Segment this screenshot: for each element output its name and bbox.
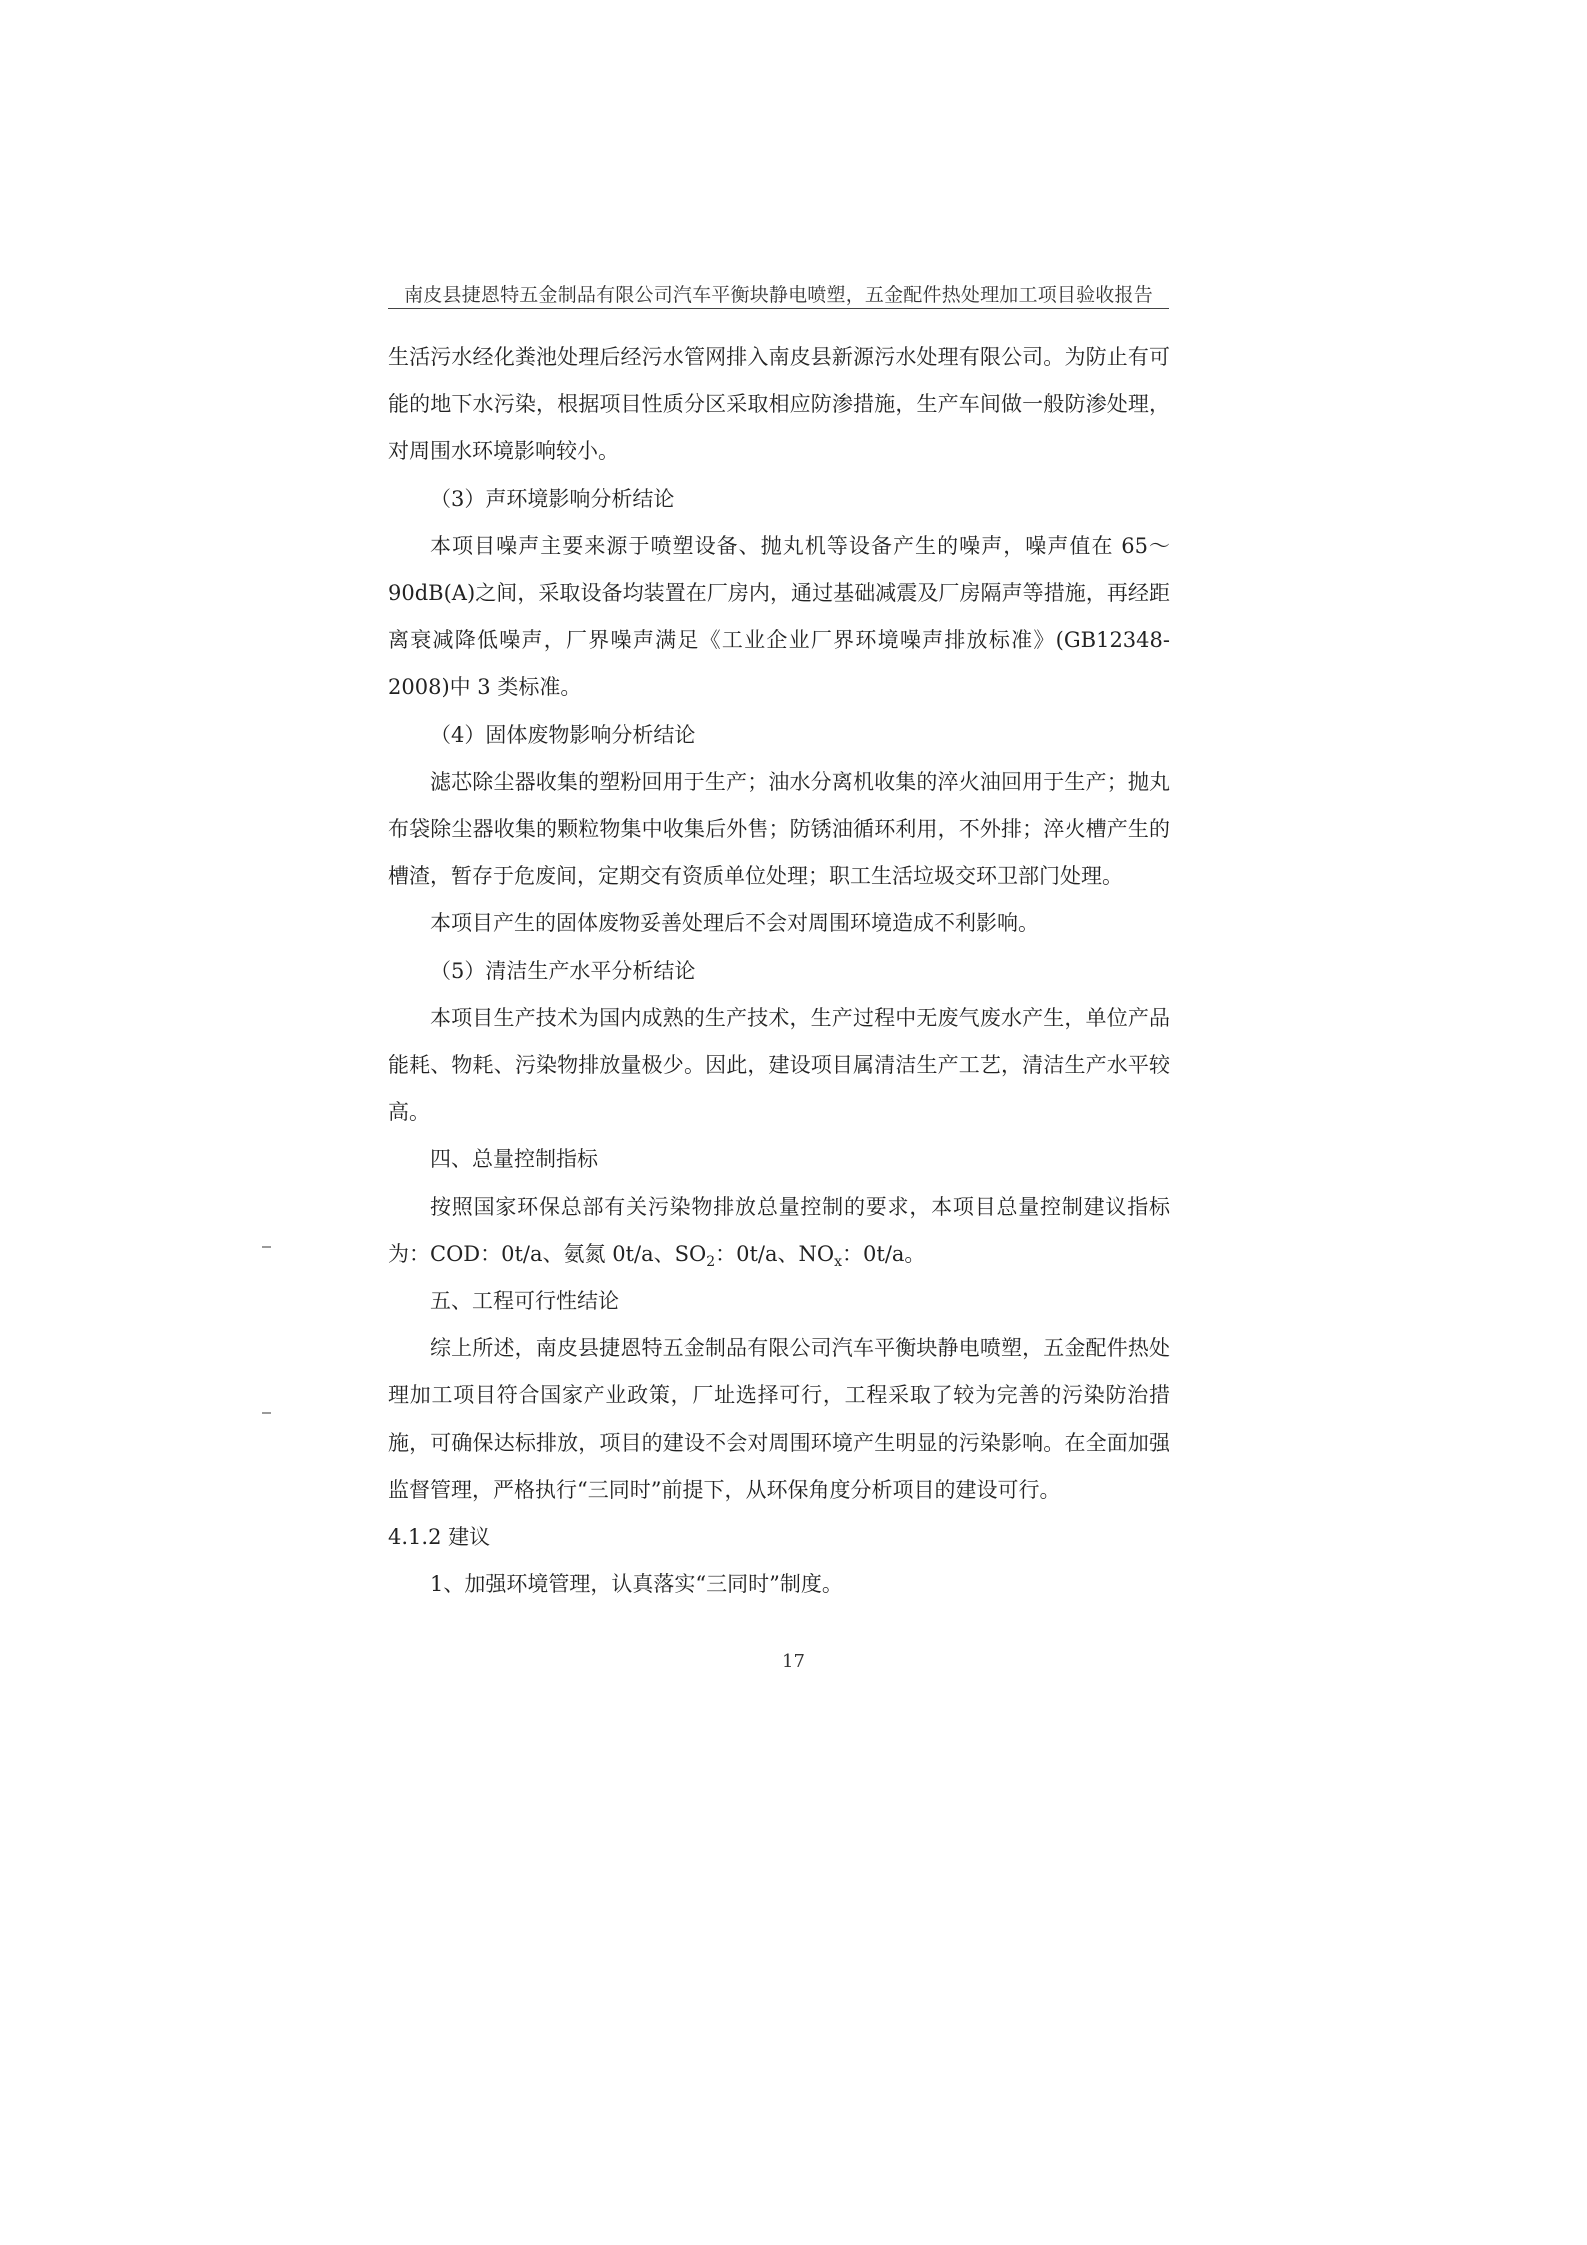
scan-artifact-mark bbox=[262, 1246, 271, 1248]
heading-solid-waste-conclusion: （4）固体废物影响分析结论 bbox=[430, 722, 696, 747]
running-header: 南皮县捷恩特五金制品有限公司汽车平衡块静电喷塑，五金配件热处理加工项目验收报告 bbox=[404, 284, 1153, 306]
header-rule bbox=[388, 308, 1169, 309]
paragraph-clean-production: 本项目生产技术为国内成熟的生产技术，生产过程中无废气废水产生，单位产品能耗、物耗、污染物排放量极少。因此，建设项目属清洁生产工艺，清洁生产水平较高。 bbox=[388, 1005, 1170, 1125]
paragraph-solid-waste: 滤芯除尘器收集的塑粉回用于生产；油水分离机收集的淬火油回用于生产；抛丸布袋除尘器收集的颗粒物集中收集后外售；防锈油循环利用，不外排；淬火槽产生的槽渣，暂存于危废间，定期交有资质单位处理；职工生活垃圾交环卫部门处理。 bbox=[388, 769, 1170, 889]
total-control-text-a: 按照国家环保总部有关污染物排放总量控制的要求，本项目总量控制建议指标为：COD：0t/a、氨氮 0t/a、SO bbox=[388, 1194, 1170, 1266]
paragraph-total-control bbox=[388, 1184, 1170, 1278]
nox-subscript: x bbox=[834, 1253, 843, 1270]
paragraph-feasibility: 综上所述，南皮县捷恩特五金制品有限公司汽车平衡块静电喷塑，五金配件热处理加工项目符合国家产业政策，厂址选择可行，工程采取了较为完善的污染防治措施，可确保达标排放，项目的建设不会对周围环境产生明显的污染影响。在全面加强监督管理，严格执行“三同时”前提下，从环保角度分析项目的建设可行。 bbox=[388, 1336, 1170, 1502]
heading-feasibility-conclusion: 五、工程可行性结论 bbox=[430, 1289, 619, 1314]
heading-suggestions: 4.1.2 建议 bbox=[388, 1525, 491, 1550]
paragraph-suggestion-1: 1、加强环境管理，认真落实“三同时”制度。 bbox=[430, 1572, 843, 1597]
heading-total-control: 四、总量控制指标 bbox=[430, 1147, 598, 1172]
paragraph-water-continued: 生活污水经化粪池处理后经污水管网排入南皮县新源污水处理有限公司。为防止有可能的地下水污染，根据项目性质分区采取相应防渗措施，生产车间做一般防渗处理，对周围水环境影响较小。 bbox=[388, 345, 1170, 464]
heading-clean-production-conclusion: （5）清洁生产水平分析结论 bbox=[430, 958, 696, 983]
document-body bbox=[388, 334, 1170, 1608]
page-number: 17 bbox=[782, 1651, 805, 1672]
paragraph-noise: 本项目噪声主要来源于喷塑设备、抛丸机等设备产生的噪声，噪声值在 65～90dB(A)之间，采取设备均装置在厂房内，通过基础减震及厂房隔声等措施，再经距离衰减降低噪声，厂界噪声满足《工业企业厂界环境噪声排放标准》(GB12348-2008)中 3 类标准。 bbox=[388, 533, 1170, 700]
heading-noise-conclusion: （3）声环境影响分析结论 bbox=[430, 486, 675, 511]
so2-subscript: 2 bbox=[706, 1253, 716, 1270]
scan-artifact-mark bbox=[262, 1412, 271, 1414]
total-control-text-c: ：0t/a。 bbox=[842, 1241, 926, 1266]
paragraph-solid-waste-summary: 本项目产生的固体废物妥善处理后不会对周围环境造成不利影响。 bbox=[430, 911, 1039, 936]
total-control-text-b: ：0t/a、NO bbox=[715, 1241, 835, 1266]
